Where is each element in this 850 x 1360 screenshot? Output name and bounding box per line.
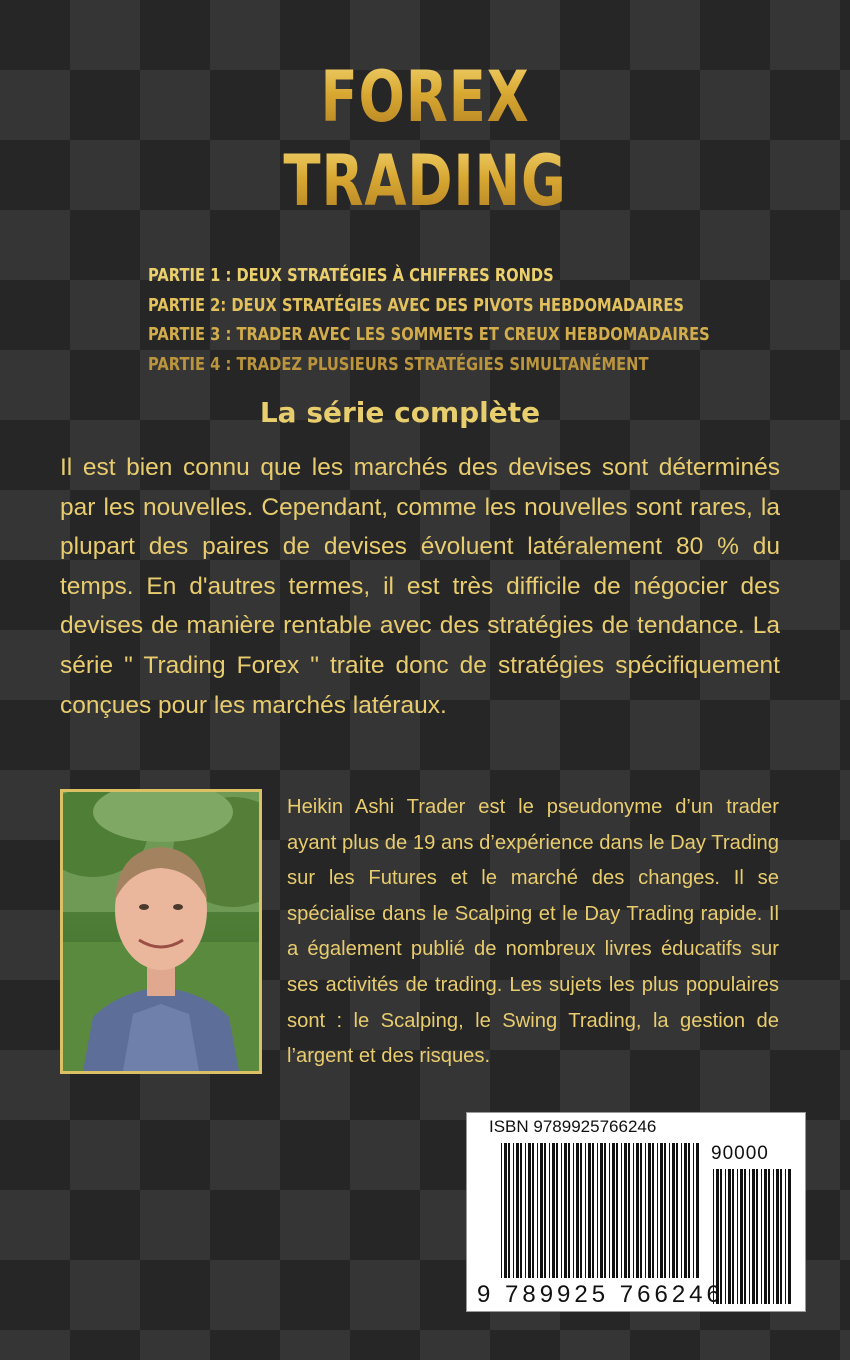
author-photo <box>60 789 262 1074</box>
price-code: 90000 <box>711 1143 769 1164</box>
barcode <box>466 1112 806 1312</box>
part-1: PARTIE 1 : DEUX STRATÉGIES À CHIFFRES RONDS <box>148 266 554 286</box>
book-title-line-2: TRADING <box>94 140 757 222</box>
author-portrait-icon <box>63 792 259 1071</box>
author-bio: Heikin Ashi Trader est le pseudonyme d’un trader ayant plus de 19 ans d’expérience dans le Day Trading sur les Futures et le marché des changes. Il se spécialise dans le Scalping et le Day Trading rapide. Il a également publié de nombreux livres éducatifs sur ses activités de trading. Les sujets les plus populaires sont : le Scalping, le Swing Trading, la gestion de l’argent et des risques. <box>287 796 779 1068</box>
book-description: Il est bien connu que les marchés des devises sont déterminés par les nouvelles. Cependant, comme les nouvelles sont rares, la plupart des paires de devises évoluent latéralement 80 % du temps. En d'autres termes, il est très difficile de négocier des devises de manière rentable avec des stratégies de tendance. La série " Trading Forex " traite donc de stratégies spécifiquement conçues pour les marchés latéraux. <box>60 454 780 719</box>
isbn-label: ISBN 9789925766246 <box>489 1117 657 1136</box>
book-title-line-1: FOREX <box>94 56 757 138</box>
barcode-digits: 9 789925 766246 <box>477 1281 724 1308</box>
part-3: PARTIE 3 : TRADER AVEC LES SOMMETS ET CREUX HEBDOMADAIRES <box>148 325 710 345</box>
series-subtitle: La série complète <box>259 396 541 429</box>
part-4: PARTIE 4 : TRADEZ PLUSIEURS STRATÉGIES SIMULTANÉMENT <box>148 354 649 375</box>
parts-list <box>148 262 817 380</box>
part-2: PARTIE 2: DEUX STRATÉGIES AVEC DES PIVOTS HEBDOMADAIRES <box>148 295 684 316</box>
